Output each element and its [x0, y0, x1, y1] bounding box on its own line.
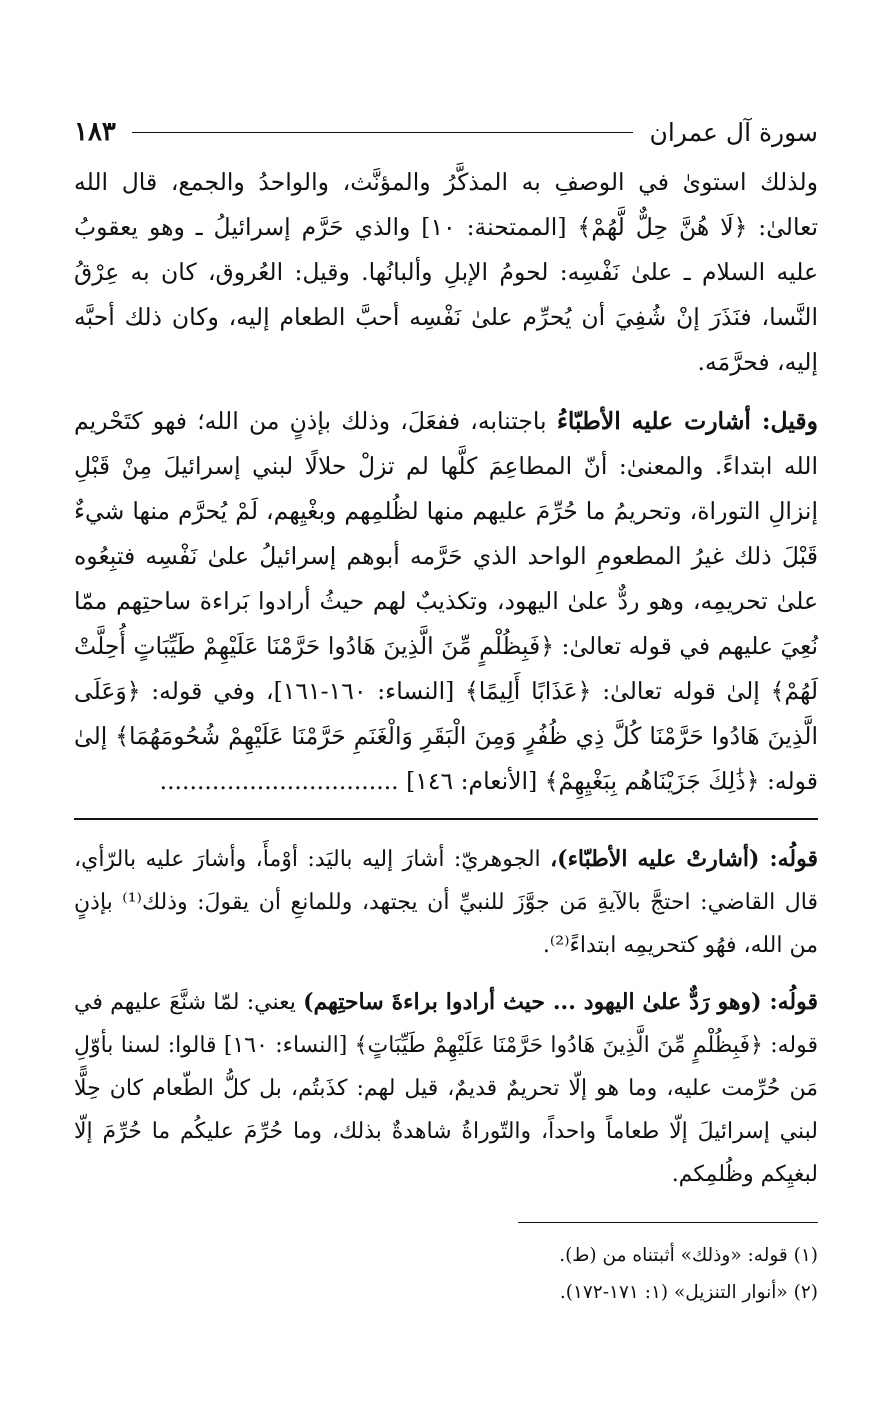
- commentary: [74, 838, 818, 1196]
- footnotes: [74, 1237, 818, 1311]
- main-text: [74, 160, 818, 804]
- commentary-paragraph: [74, 981, 818, 1196]
- section-divider: [74, 818, 818, 820]
- footnote: (٢) «أنوار التنزيل» (١: ١٧١-١٧٢).: [559, 1282, 818, 1303]
- footnote-divider: [518, 1222, 818, 1223]
- header-rule: [132, 132, 634, 133]
- running-header: [74, 112, 818, 152]
- footnote: (١) قوله: «وذلك» أثبتناه من (ط).: [559, 1245, 818, 1266]
- commentary-text: يعني: لمّا شنَّعَ عليهم في قوله: ﴿فَبِظُلْمٍ مِّنَ الَّذِينَ هَادُوا حَرَّمْنَا عَلَيْهِمْ طَيِّبَاتٍ﴾ [النساء: ١٦٠] قالوا: لسنا بأوّلِ مَن حُرِّمت عليه، وما هو إلّا تحريمٌ قديمٌ، قيل لهم: كذَبتُم، بل كلُّ الطّعام كان حِلًّا لبني إسرائيلَ إلّا طعاماً واحداً، والتّوراةُ شاهدةٌ بذلك، وما حُرِّمَ عليكُم ما حُرِّمَ إلّا لبغيِكم وظُلمِكم.: [74, 990, 818, 1187]
- main-paragraph: [74, 160, 818, 385]
- commentary-paragraph: [74, 838, 818, 967]
- surah-title: سورة آل عمران: [649, 117, 818, 147]
- commentary-text: الجوهريّ: أشارَ إليه باليَد: أوْمأَ، وأشارَ عليه بالرّأي، قال القاضي: احتجَّ بالآيةِ مَن جوَّزَ للنبيِّ أن يجتهد، وللمانعِ أن يقولَ: وذلك⁽¹⁾ بإذنٍ من الله، فهُو كتحريمِه ابتداءً⁽²⁾.: [74, 847, 818, 958]
- commentary-lead: قولُه: (أشارتْ عليه الأطبّاء)،: [550, 846, 818, 872]
- main-paragraph: [74, 399, 818, 804]
- commentary-lead: قولُه: (وهو رَدٌّ علىٰ اليهود ... حيث أرادوا براءةَ ساحتِهم): [303, 989, 818, 1015]
- page-number: ١٨٣: [74, 117, 116, 147]
- main-paragraph-lead: وقيل: أشارت عليه الأطبّاءُ: [556, 407, 818, 435]
- page: [74, 112, 818, 1311]
- main-paragraph-text: ولذلك استوىٰ في الوصفِ به المذكَّرُ والمؤنَّث، والواحدُ والجمع، قال الله تعالىٰ: ﴿لَا هُنَّ حِلٌّ لَّهُمْ﴾ [الممتحنة: ١٠] والذي حَرَّم إسرائيلُ ـ وهو يعقوبُ عليه السلام ـ علىٰ نَفْسِه: لحومُ الإبلِ وألبانُها. وقيل: العُروق، كان به عِرْقُ النَّسا، فنَذَرَ إنْ شُفِيَ أن يُحرِّم علىٰ نَفْسِه أحبَّ الطعام إليه، وكان ذلك أحبَّه إليه، فحرَّمَه.: [74, 168, 818, 376]
- main-paragraph-text: باجتنابه، ففعَلَ، وذلك بإذنٍ من الله؛ فهو كتَحْريم الله ابتداءً. والمعنىٰ: أنّ المطاعِمَ كلَّها لم تزلْ حلالًا لبني إسرائيلَ مِنْ قَبْلِ إنزالِ التوراة، وتحريمُ ما حُرِّمَ عليهم منها لظُلمِهم وبغْيِهم، لَمْ يُحرَّم منها شيءٌ قَبْلَ ذلك غيرُ المطعومِ الواحد الذي حَرَّمه أبوهم إسرائيلُ علىٰ نَفْسِه فتبِعُوه علىٰ تحريمِه، وهو ردٌّ علىٰ اليهود، وتكذيبٌ لهم حيثُ أرادوا بَراءة ساحتِهم ممّا نُعِيَ عليهم في قوله تعالىٰ: ﴿فَبِظُلْمٍ مِّنَ الَّذِينَ هَادُوا حَرَّمْنَا عَلَيْهِمْ طَيِّبَاتٍ أُحِلَّتْ لَهُمْ﴾ إلىٰ قوله تعالىٰ: ﴿عَذَابًا أَلِيمًا﴾ [النساء: ١٦٠-١٦١]، وفي قوله: ﴿وَعَلَى الَّذِينَ هَادُوا حَرَّمْنَا كُلَّ ذِي ظُفُرٍ وَمِنَ الْبَقَرِ وَالْغَنَمِ حَرَّمْنَا عَلَيْهِمْ شُحُومَهُمَا﴾ إلىٰ قوله: ﴿ذَٰلِكَ جَزَيْنَاهُم بِبَغْيِهِمْ﴾ [الأنعام: ١٤٦] ................................: [74, 407, 818, 795]
